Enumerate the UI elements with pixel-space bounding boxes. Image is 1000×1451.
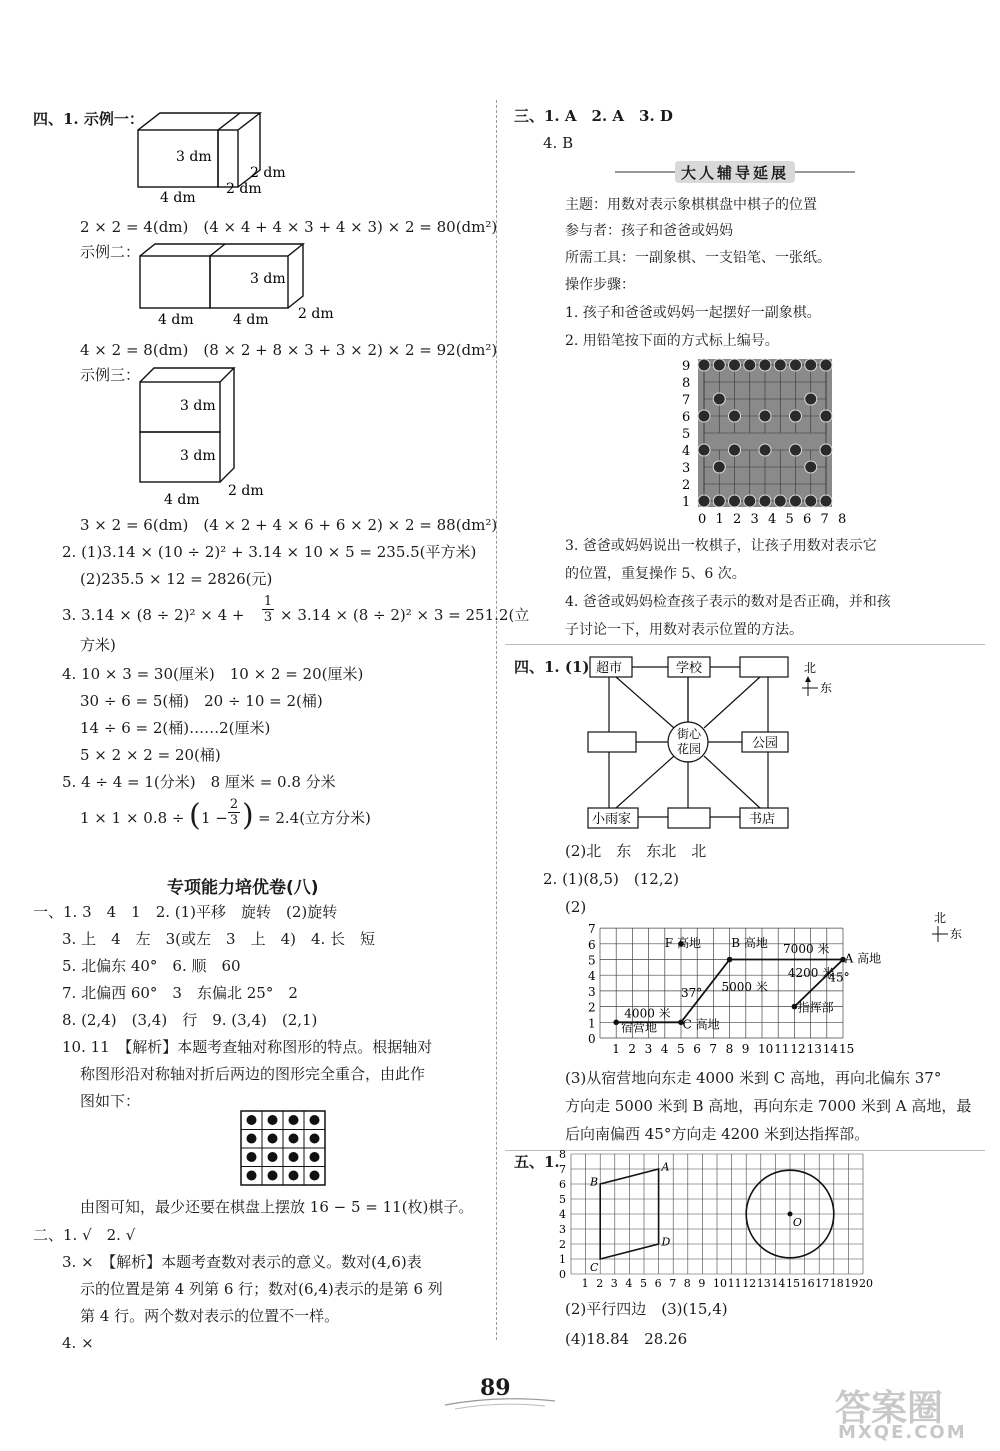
watermark-logo: 答案圈	[835, 1388, 944, 1429]
dot-grid-piece	[268, 1171, 278, 1181]
shape-x-tick: 16	[800, 1277, 815, 1290]
route-point	[727, 957, 733, 963]
route-x-tick: 15	[839, 1042, 855, 1056]
q5-paren-close: )	[242, 798, 254, 833]
map-center-1: 街心	[677, 727, 702, 741]
guide-step4-line2: 子讨论一下，用数对表示位置的方法。	[565, 622, 803, 638]
part1-line4: 7. 北偏西 60° 3 东偏北 25° 2	[62, 984, 298, 1002]
grid-east: 东	[950, 927, 963, 941]
chess-piece	[774, 359, 786, 371]
ex2-length2: 4 dm	[233, 312, 269, 328]
route-y-tick: 2	[588, 1000, 596, 1015]
board-row-label: 1	[682, 495, 691, 510]
chess-piece	[805, 461, 817, 473]
chess-piece	[729, 444, 741, 456]
shape-x-tick: 10	[713, 1277, 727, 1290]
part5-q2-3: (2)平行四边 (3)(15,4)	[565, 1300, 728, 1318]
shape-x-tick: 4	[625, 1277, 633, 1290]
board-row-label: 7	[682, 393, 691, 408]
map-school: 学校	[676, 661, 703, 676]
dot-grid-piece	[247, 1152, 257, 1162]
chess-piece	[759, 410, 771, 422]
chess-piece	[729, 495, 741, 507]
example1-figure	[130, 105, 310, 210]
chess-piece	[759, 495, 771, 507]
chess-piece	[759, 444, 771, 456]
map-diagram	[580, 650, 850, 835]
dot-grid-piece	[289, 1171, 299, 1181]
label-37deg: 37°	[681, 986, 703, 1001]
route-x-tick: 7	[709, 1042, 718, 1056]
example2-figure	[130, 238, 350, 330]
route-x-tick: 1	[612, 1042, 620, 1056]
guide-banner-title: 大人辅导延展	[680, 164, 789, 182]
ex1-calc: 2 × 2 = 4(dm) (4 × 4 + 4 × 3 + 4 × 3) × 2 = 80(dm²)	[80, 218, 498, 236]
shape-y-tick: 3	[559, 1223, 566, 1236]
part3-line2: 4. B	[543, 134, 574, 152]
map-north: 北	[804, 661, 817, 675]
guide-topic: 主题：用数对表示象棋棋盘中棋子的位置	[565, 197, 817, 213]
section-rule	[505, 644, 985, 645]
label-45deg: 45°	[828, 970, 850, 985]
guide-banner	[615, 159, 855, 185]
dot-grid-piece	[310, 1171, 320, 1181]
shape-x-tick: 14	[771, 1277, 786, 1290]
q4-line3: 14 ÷ 6 = 2(桶)……2(厘米)	[80, 719, 271, 737]
q3-part3: 方米)	[80, 636, 116, 654]
board-row-label: 8	[682, 376, 691, 391]
label-D: D	[661, 1235, 671, 1249]
label-A: A 高地	[844, 951, 882, 966]
board-row-label: 5	[682, 427, 691, 442]
part2-q3-line1: 3. × 【解析】本题考查数对表示的意义。数对(4,6)表	[62, 1253, 422, 1271]
board-col-label: 6	[803, 512, 812, 527]
q5-paren-open: (	[189, 798, 201, 833]
board-col-label: 5	[785, 512, 794, 527]
shape-y-tick: 5	[559, 1193, 566, 1206]
shape-x-tick: 12	[742, 1277, 757, 1290]
q3-part2: × 3.14 × (8 ÷ 2)² × 3 = 251.2(立	[280, 606, 530, 624]
chess-piece	[790, 444, 802, 456]
label-O: O	[792, 1216, 802, 1229]
q5-line2c: = 2.4(立方分米)	[258, 809, 371, 827]
chess-piece	[820, 410, 832, 422]
dot-grid-piece	[310, 1115, 320, 1125]
dot-grid-figure	[240, 1110, 326, 1186]
shape-x-tick: 17	[815, 1277, 830, 1290]
shape-y-tick: 7	[559, 1163, 566, 1176]
shape-y-tick: 4	[559, 1208, 566, 1221]
part2-q4: 4. ×	[62, 1334, 94, 1352]
route-point	[613, 1020, 619, 1026]
chess-piece	[698, 410, 710, 422]
ex3-height2: 3 dm	[180, 448, 216, 464]
dot-grid-piece	[310, 1134, 320, 1144]
label-A: A	[661, 1160, 670, 1174]
route-x-tick: 8	[725, 1042, 734, 1056]
chess-piece	[790, 410, 802, 422]
part1-line3: 5. 北偏东 40° 6. 顺 60	[62, 957, 241, 975]
q5-fraction: 2 3	[229, 797, 239, 828]
dot-grid-piece	[247, 1115, 257, 1125]
part4-q3-line2: 方向走 5000 米到 B 高地，再向东走 7000 米到 A 高地，最	[565, 1097, 972, 1115]
shape-x-tick: 9	[698, 1277, 706, 1290]
guide-participants: 参与者：孩子和爸爸或妈妈	[565, 223, 733, 239]
route-y-tick: 3	[588, 984, 596, 999]
guide-tools: 所需工具：一副象棋、一支铅笔、一张纸。	[565, 250, 831, 266]
part3-line1: 三、1. A 2. A 3. D	[514, 107, 673, 125]
section8-title: 专项能力培优卷(八)	[167, 878, 319, 898]
map-home: 小雨家	[592, 812, 632, 827]
route-x-tick: 2	[628, 1042, 637, 1056]
board-row-label: 9	[682, 359, 691, 374]
label-camp: 宿营地	[621, 1020, 658, 1035]
watermark-url: MXQE.COM	[838, 1422, 967, 1443]
board-row-label: 3	[682, 461, 691, 476]
chess-piece	[774, 495, 786, 507]
column-divider	[496, 100, 497, 1340]
map-bookstore: 书店	[749, 812, 776, 827]
chess-piece	[729, 359, 741, 371]
page-number: 89	[480, 1375, 511, 1401]
part4-head: 四、1. (1)	[514, 658, 590, 676]
chess-piece	[744, 359, 756, 371]
section4-q1-head: 四、1. 示例一：	[33, 110, 144, 128]
board-col-label: 3	[750, 512, 759, 527]
q4-line4: 5 × 2 × 2 = 20(桶)	[80, 746, 221, 764]
chess-piece	[759, 359, 771, 371]
shape-x-tick: 1	[581, 1277, 589, 1290]
dot-grid-piece	[268, 1134, 278, 1144]
route-x-tick: 13	[806, 1042, 822, 1056]
ex1-width: 2 dm	[250, 165, 286, 181]
part4-q1-2: (2)北 东 东北 北	[565, 842, 707, 860]
chess-piece	[790, 359, 802, 371]
part4-q3-line1: (3)从宿营地向东走 4000 米到 C 高地，再向北偏东 37°	[565, 1069, 942, 1087]
label-hq: 指挥部	[797, 1000, 834, 1015]
dot-grid-piece	[289, 1115, 299, 1125]
part1-q10-line2: 称图形沿对称轴对折后两边的图形完全重合，由此作	[80, 1065, 426, 1083]
map-center-2: 花园	[677, 742, 702, 756]
route-x-tick: 11	[774, 1042, 790, 1056]
ex2-length1: 4 dm	[158, 312, 194, 328]
dot-grid-piece	[247, 1134, 257, 1144]
shape-y-tick: 1	[559, 1253, 566, 1266]
route-y-tick: 1	[588, 1016, 596, 1031]
chess-piece	[805, 359, 817, 371]
route-y-tick: 4	[588, 969, 596, 984]
q5-line2a: 1 × 1 × 0.8 ÷	[80, 809, 185, 827]
guide-step3-line2: 的位置，重复操作 5、6 次。	[565, 566, 746, 582]
guide-step2: 2. 用铅笔按下面的方式标上编号。	[565, 333, 779, 349]
dot-grid-piece	[289, 1152, 299, 1162]
route-x-tick: 10	[758, 1042, 774, 1056]
chess-piece	[713, 393, 725, 405]
shape-x-tick: 2	[596, 1277, 604, 1290]
shape-y-tick: 0	[559, 1268, 566, 1281]
ex3-calc: 3 × 2 = 6(dm) (4 × 2 + 4 × 6 + 6 × 2) × 2 = 88(dm²)	[80, 516, 498, 534]
label-C: C	[589, 1261, 599, 1274]
label-5000: 5000 米	[721, 979, 768, 994]
example2-head: 示例二：	[80, 243, 141, 261]
q3-fraction: 1 3	[263, 594, 273, 625]
route-y-tick: 0	[588, 1032, 596, 1046]
guide-step3-line1: 3. 爸爸或妈妈说出一枚棋子，让孩子用数对表示它	[565, 538, 877, 554]
route-y-tick: 6	[588, 937, 596, 952]
ex3-length: 4 dm	[164, 492, 200, 508]
dot-grid-piece	[289, 1134, 299, 1144]
part5-q4: (4)18.84 28.26	[565, 1330, 688, 1348]
part4-q2-1: 2. (1)(8,5) (12,2)	[543, 870, 679, 888]
shape-y-tick: 6	[559, 1178, 566, 1191]
board-col-label: 8	[838, 512, 847, 527]
dot-grid-piece	[247, 1171, 257, 1181]
chess-piece	[805, 495, 817, 507]
ex1-height: 3 dm	[176, 149, 212, 165]
dot-grid-piece	[268, 1152, 278, 1162]
ex2-height: 3 dm	[250, 271, 286, 287]
q4-line1: 4. 10 × 3 = 30(厘米) 10 × 2 = 20(厘米)	[62, 665, 364, 683]
part1-q10-line4: 由图可知，最少还要在棋盘上摆放 16 − 5 = 11(枚)棋子。	[80, 1198, 474, 1216]
board-row-label: 2	[682, 478, 691, 493]
shape-x-tick: 3	[610, 1277, 618, 1290]
route-x-tick: 3	[644, 1042, 653, 1056]
chess-piece	[820, 444, 832, 456]
dot-grid-piece	[268, 1115, 278, 1125]
dot-grid-piece	[310, 1152, 320, 1162]
part1-line1: 一、1. 3 4 1 2. (1)平移 旋转 (2)旋转	[33, 903, 338, 921]
route-grid-figure	[580, 908, 980, 1058]
grid-north: 北	[934, 911, 947, 925]
part2-line1: 二、1. √ 2. √	[33, 1226, 136, 1244]
label-C: C 高地	[682, 1017, 720, 1032]
chess-piece	[698, 444, 710, 456]
board-row-label: 4	[682, 444, 691, 459]
guide-step1: 1. 孩子和爸爸或妈妈一起摆好一副象棋。	[565, 305, 821, 321]
map-east: 东	[820, 681, 833, 695]
map-park: 公园	[752, 736, 779, 751]
board-col-label: 7	[820, 512, 829, 527]
part2-q3-line3: 第 4 行。两个数对表示的位置不一样。	[80, 1307, 340, 1325]
chess-piece	[713, 461, 725, 473]
label-B: B	[589, 1175, 599, 1189]
example3-figure	[130, 360, 290, 510]
part1-line2: 3. 上 4 左 3(或左 3 上 4) 4. 长 短	[62, 930, 376, 948]
shape-x-tick: 5	[640, 1277, 647, 1290]
chess-piece	[713, 359, 725, 371]
map-market: 超市	[596, 661, 623, 676]
page-number-swash	[440, 1395, 560, 1411]
shape-x-tick: 8	[683, 1277, 691, 1290]
q2-part1: 2. (1)3.14 × (10 ÷ 2)² + 3.14 × 10 × 5 = 235.5(平方米)	[62, 543, 477, 561]
q2-part2: (2)235.5 × 12 = 2826(元)	[80, 570, 273, 588]
part1-line5: 8. (2,4) (3,4) 行 9. (3,4) (2,1)	[62, 1011, 318, 1029]
label-4200: 4200 米	[787, 965, 835, 980]
board-col-label: 4	[768, 512, 777, 527]
ex1-length: 4 dm	[160, 190, 196, 206]
chess-piece	[820, 495, 832, 507]
shape-x-tick: 19	[844, 1277, 859, 1290]
guide-step4-line1: 4. 爸爸或妈妈检查孩子表示的数对是否正确，并和孩	[565, 594, 891, 610]
board-col-label: 1	[715, 512, 724, 527]
ex2-calc: 4 × 2 = 8(dm) (8 × 2 + 8 × 3 + 3 × 2) × 2 = 92(dm²)	[80, 341, 498, 359]
part1-q10-line3: 图如下：	[80, 1092, 141, 1110]
route-x-tick: 6	[693, 1042, 701, 1056]
example3-head: 示例三：	[80, 366, 141, 384]
chess-piece	[698, 495, 710, 507]
route-y-tick: 7	[588, 922, 596, 937]
q3-part1: 3. 3.14 × (8 ÷ 2)² × 4 +	[62, 606, 245, 624]
chess-piece	[698, 359, 710, 371]
shape-x-tick: 13	[756, 1277, 771, 1290]
part2-q3-line2: 示的位置是第 4 列第 6 行；数对(6,4)表示的是第 6 列	[80, 1280, 443, 1298]
q5-line1: 5. 4 ÷ 4 = 1(分米) 8 厘米 = 0.8 分米	[62, 773, 336, 791]
q4-line2: 30 ÷ 6 = 5(桶) 20 ÷ 10 = 2(桶)	[80, 692, 323, 710]
section-rule-2	[505, 1150, 985, 1151]
route-y-tick: 5	[588, 953, 596, 968]
part5-head: 五、1.	[514, 1153, 560, 1171]
ex3-width: 2 dm	[228, 483, 264, 499]
label-B: B 高地	[731, 935, 768, 950]
ex3-height1: 3 dm	[180, 398, 216, 414]
route-point	[792, 1004, 798, 1010]
ex1-width2: 2 dm	[226, 181, 262, 197]
q5-line2b: 1 −	[201, 809, 228, 827]
shape-x-tick: 15	[786, 1277, 800, 1290]
part4-q2-2: (2)	[565, 898, 587, 916]
board-col-label: 0	[698, 512, 707, 527]
chess-piece	[744, 495, 756, 507]
route-x-tick: 5	[677, 1042, 685, 1056]
label-4000: 4000 米	[624, 1006, 671, 1021]
guide-steps: 操作步骤：	[565, 277, 635, 293]
board-col-label: 2	[733, 512, 742, 527]
chess-piece	[790, 495, 802, 507]
chess-piece	[713, 495, 725, 507]
shape-x-tick: 18	[829, 1277, 844, 1290]
label-7000: 7000 米	[783, 942, 830, 957]
shape-x-tick: 6	[654, 1277, 662, 1290]
chess-piece	[820, 359, 832, 371]
route-x-tick: 4	[660, 1042, 669, 1056]
chess-board-figure	[680, 357, 847, 527]
shape-x-tick: 20	[859, 1277, 873, 1290]
chess-piece	[805, 393, 817, 405]
circle-center	[788, 1212, 793, 1217]
shape-y-tick: 8	[559, 1148, 566, 1161]
route-x-tick: 12	[790, 1042, 806, 1056]
ex2-width: 2 dm	[298, 306, 334, 322]
part4-q3-line3: 后向南偏西 45°方向走 4200 米到达指挥部。	[565, 1125, 870, 1143]
board-row-label: 6	[682, 410, 691, 425]
route-x-tick: 9	[741, 1042, 750, 1056]
chess-piece	[729, 410, 741, 422]
route-x-tick: 14	[822, 1042, 839, 1056]
shape-x-tick: 11	[727, 1277, 742, 1290]
shape-x-tick: 7	[669, 1277, 677, 1290]
part1-q10-line1: 10. 11 【解析】本题考查轴对称图形的特点。根据轴对	[62, 1038, 433, 1056]
label-F: F 高地	[664, 935, 701, 950]
shape-y-tick: 2	[559, 1238, 566, 1251]
shape-grid-figure	[555, 1148, 875, 1290]
